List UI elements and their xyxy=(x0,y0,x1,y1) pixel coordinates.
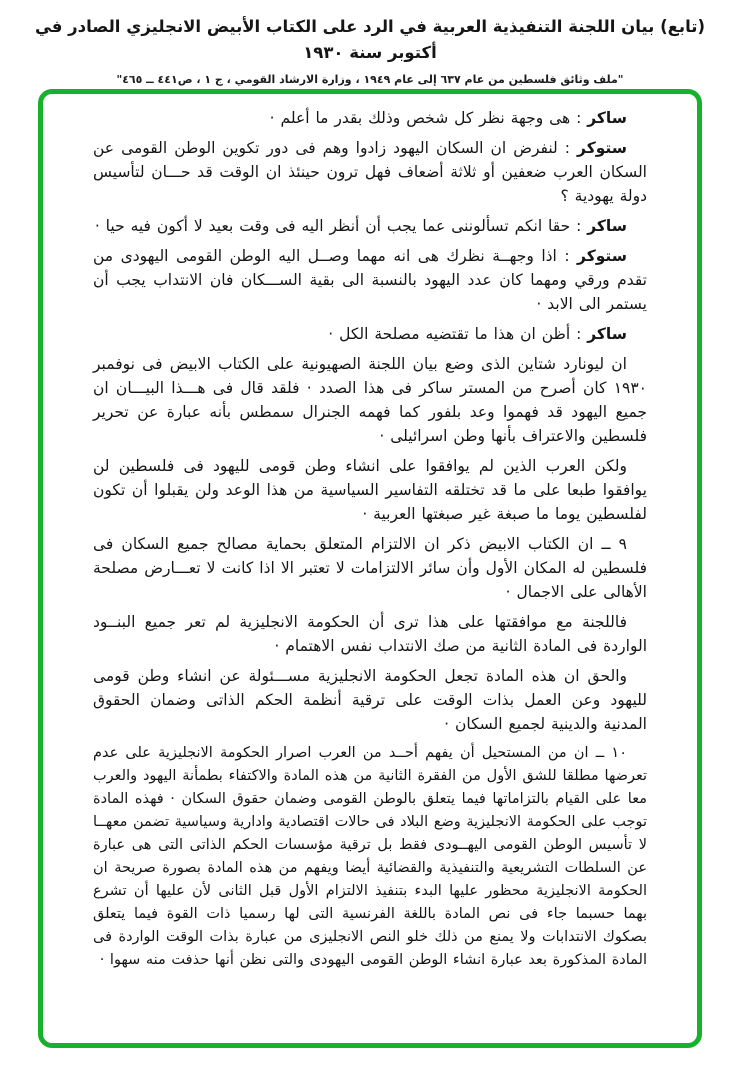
document-body xyxy=(93,106,647,972)
paragraph: والحق ان هذه المادة تجعل الحكومة الانجليزية مســـئولة عن انشاء وطن قومى لليهود وعن العمل بذات الوقت على ترقية أنظمة الحكم الذاتى وضمان الحقوق المدنية والدينية لجميع السكان · xyxy=(93,667,647,733)
content-border-box xyxy=(38,89,702,1048)
document-source-citation: "ملف وثائق فلسطين من عام ٦٣٧ إلى عام ١٩٤٩ ، وزارة الارشاد القومي ، ج ١ ، ص٤٤١ ــ ٤٦٥" xyxy=(116,73,624,86)
paragraph: ان ليونارد شتاين الذى وضع بيان اللجنة الصهيونية على الكتاب الابيض فى نوفمبر ١٩٣٠ كان أصرح من المستر ساكر فى هذا الصدد · فلقد قال فى هـــذا البيـــان ان جميع اليهود قد فهموا وعد بلفور كما فهمه الجنرال سمطس بأنه عبارة عن تحرير فلسطين والاعتراف بأنها وطن اسرائيلى · xyxy=(93,355,647,445)
paragraph: ساكر : أظن ان هذا ما تقتضيه مصلحة الكل · xyxy=(328,325,627,343)
paragraph: ستوكر : اذا وجهــة نظرك هى انه مهما وصــل اليه الوطن القومى اليهودى من تقدم ورقي ومهما كان عدد اليهود بالنسبة الى بقية الســـكان فان الانتداب يجب أن يستمر الى الابد · xyxy=(93,247,647,313)
paragraph: ستوكر : لنفرض ان السكان اليهود زادوا وهم فى دور تكوين الوطن القومى عن السكان العرب ضعفين أو ثلاثة أضعاف فهل ترون حينئذ ان الوقت قد حـــان لتأسيس دولة يهودية ؟ xyxy=(93,139,647,205)
speaker-name: ستوكر xyxy=(577,247,627,265)
paragraph: ٩ ــ ان الكتاب الابيض ذكر ان الالتزام المتعلق بحماية مصالح جميع السكان فى فلسطين له المكان الأول وأن سائر الالتزامات لا تعتبر الا اذا كانت لا تعـــارض مصلحة الأهالى على الاجمال · xyxy=(93,535,647,601)
speaker-name: ساكر xyxy=(587,217,627,235)
paragraph: ولكن العرب الذين لم يوافقوا على انشاء وطن قومى لليهود فى فلسطين لن يوافقوا طبعا على ما قد تختلقه التفاسير السياسية من هذا الوعد ولن يقبلوا أن تكون لفلسطين يوما ما صبغة غير صبغتها العربية · xyxy=(93,457,647,523)
speaker-name: ساكر xyxy=(587,109,627,127)
paragraph: فاللجنة مع موافقتها على هذا ترى أن الحكومة الانجليزية لم تعر جميع البنــود الواردة فى المادة الثانية من صك الانتداب نفس الاهتمام · xyxy=(93,613,647,655)
document-title: (تابع) بيان اللجنة التنفيذية العربية في الرد على الكتاب الأبيض الانجليزي الصادر في أكتوبر سنة ١٩٣٠ xyxy=(34,17,706,62)
speaker-name: ستوكر xyxy=(577,139,627,157)
paragraph: ١٠ ــ ان من المستحيل أن يفهم أحــد من العرب اصرار الحكومة الانجليزية على عدم تعرضها مطلقا للشق الأول من الفقرة الثانية من هذه المادة والاكتفاء بطمأنة اليهود والعرب معا على القيام بالتزاماتها فيما يتعلق بالوطن القومى وضمان حقوق السكان · فهذه المادة توجب على الحكومة الانجليزية وضع البلاد فى حالات اقتصادية وادارية وسياسية تضمن معهــا لا تأسيس الوطن القومى اليهــودى فقط بل ترقية مؤسسات الحكم الذاتى التى هى عبارة عن السلطات التشريعية والتنفيذية والقضائية أيضا ويفهم من هذه المادة بصورة صريحة ان الحكومة الانجليزية محظور عليها البدء بتنفيذ الالتزام الأول قبل الثانى لأن عليها أن تشرع بهما حسبما جاء فى نص المادة باللغة الفرنسية التى لها رسميا ذات القوة فيما يتعلق بصكوك الانتدابات ولا يمنع من ذلك خلو النص الانجليزى من عبارة بذات الوقت الواردة فى المادة المذكورة بعد عبارة انشاء الوطن القومى اليهودى والتى نظن أنها حذفت منه سهوا · xyxy=(93,745,647,968)
paragraph: ساكر : حقا انكم تسألوننى عما يجب أن أنظر اليه فى وقت بعيد لا أكون فيه حيا · xyxy=(94,217,627,235)
paragraph: ساكر : هى وجهة نظر كل شخص وذلك بقدر ما أعلم · xyxy=(269,109,627,127)
page-header xyxy=(0,14,740,86)
speaker-name: ساكر xyxy=(587,325,627,343)
